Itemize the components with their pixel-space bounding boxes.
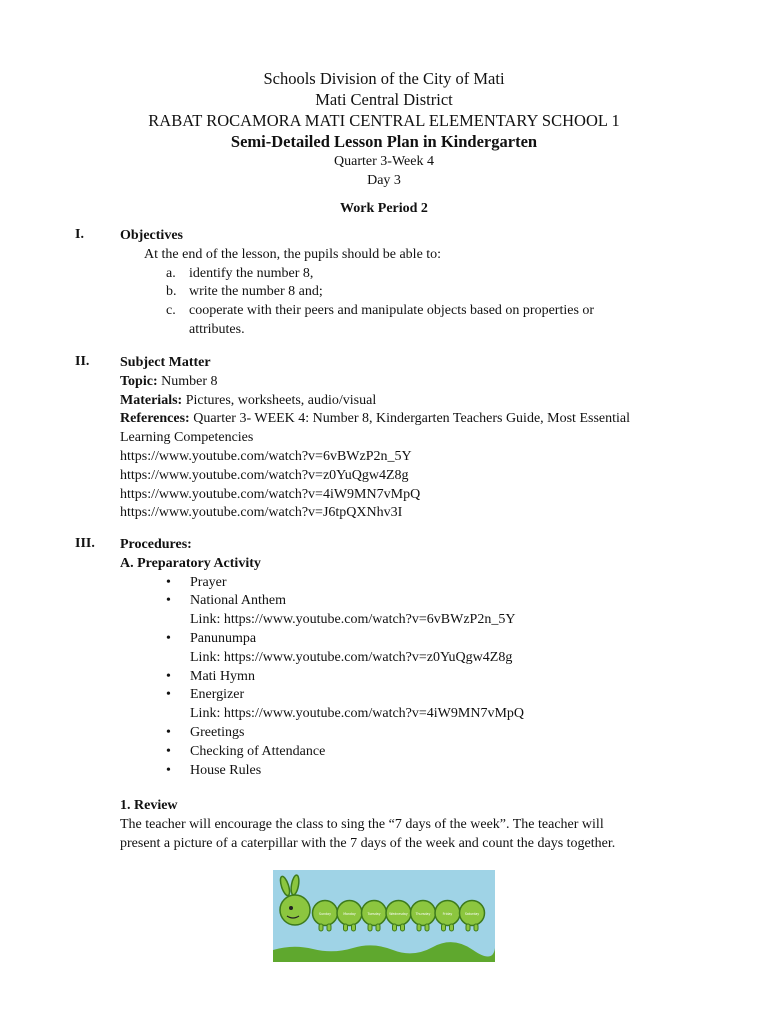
activity-link[interactable] bbox=[166, 649, 720, 668]
objective-item bbox=[120, 302, 720, 321]
procedures-heading: Procedures: bbox=[120, 537, 192, 552]
topic-label: Topic: bbox=[120, 373, 158, 389]
caterpillar-leg bbox=[376, 924, 380, 931]
activity-name: Panunumpa bbox=[190, 630, 257, 646]
activity-link-text[interactable]: Link: https://www.youtube.com/watch?v=6vBWzP2n_5Y bbox=[190, 612, 516, 628]
section-number-procedures: III. bbox=[75, 536, 95, 551]
caterpillar-leg bbox=[466, 924, 470, 931]
caterpillar-leg bbox=[327, 924, 331, 931]
activity-link-text[interactable]: Link: https://www.youtube.com/watch?v=z0YuQgw4Z8g bbox=[190, 649, 513, 665]
activity-name: Prayer bbox=[190, 574, 227, 590]
caterpillar-leg bbox=[352, 924, 356, 931]
objective-letter: b. bbox=[166, 284, 177, 300]
segment-day-label: Thursday bbox=[415, 912, 431, 916]
objective-letter: c. bbox=[166, 303, 176, 319]
caterpillar-leg bbox=[474, 924, 478, 931]
activity-link[interactable] bbox=[166, 611, 720, 630]
school-name: RABAT ROCAMORA MATI CENTRAL ELEMENTARY SCHOOL 1 bbox=[148, 111, 620, 130]
subject-matter-section bbox=[120, 354, 720, 523]
bullet-icon: • bbox=[166, 668, 171, 684]
activity-name: National Anthem bbox=[190, 593, 287, 609]
objective-text: write the number 8 and; bbox=[189, 284, 323, 300]
review-text-line1: The teacher will encourage the class to sing the “7 days of the week”. The teacher will bbox=[120, 817, 604, 833]
segment-day-label: Saturday bbox=[464, 912, 480, 916]
preparatory-activity-item bbox=[166, 724, 720, 743]
segment-day-label: Friday bbox=[442, 912, 453, 916]
caterpillar-days-image bbox=[273, 870, 495, 962]
objective-text: attributes. bbox=[189, 321, 245, 337]
bullet-icon: • bbox=[166, 687, 171, 703]
preparatory-activity-item bbox=[166, 574, 720, 593]
objectives-intro: At the end of the lesson, the pupils should be able to: bbox=[144, 246, 442, 262]
preparatory-activity-list bbox=[120, 574, 720, 781]
materials-label: Materials: bbox=[120, 392, 183, 408]
activity-name: Greetings bbox=[190, 724, 245, 740]
bullet-icon: • bbox=[166, 593, 171, 609]
day-label: Day 3 bbox=[367, 173, 401, 188]
section-number-objectives: I. bbox=[75, 227, 84, 242]
objective-letter: a. bbox=[166, 265, 176, 281]
reference-link[interactable]: https://www.youtube.com/watch?v=4iW9MN7vMpQ bbox=[120, 486, 421, 502]
caterpillar-leg bbox=[425, 924, 429, 931]
caterpillar-head bbox=[280, 895, 310, 925]
materials-value: Pictures, worksheets, audio/visual bbox=[185, 392, 377, 408]
reference-links bbox=[120, 448, 720, 523]
references-label: References: bbox=[120, 411, 190, 427]
work-period: Work Period 2 bbox=[340, 201, 428, 216]
document-header bbox=[0, 68, 768, 217]
segment-day-label: Sunday bbox=[319, 912, 331, 916]
topic-line bbox=[120, 373, 720, 392]
quarter-week: Quarter 3-Week 4 bbox=[334, 154, 434, 169]
section-number-subject: II. bbox=[75, 354, 90, 369]
references-continued: Learning Competencies bbox=[120, 430, 254, 446]
caterpillar-leg bbox=[401, 924, 405, 931]
segment-day-label: Monday bbox=[343, 912, 356, 916]
reference-link[interactable]: https://www.youtube.com/watch?v=z0YuQgw4Z8g bbox=[120, 467, 409, 483]
activity-name: House Rules bbox=[190, 762, 262, 778]
review-text-line2: present a picture of a caterpillar with the 7 days of the week and count the days together. bbox=[120, 835, 616, 851]
caterpillar-leg bbox=[368, 924, 372, 931]
activity-link[interactable] bbox=[166, 705, 720, 724]
bullet-icon: • bbox=[166, 724, 171, 740]
caterpillar-leg bbox=[417, 924, 421, 931]
division-line: Schools Division of the City of Mati bbox=[263, 69, 505, 88]
bullet-icon: • bbox=[166, 630, 171, 646]
objective-text: cooperate with their peers and manipulate objects based on properties or bbox=[189, 303, 595, 319]
objective-item bbox=[120, 321, 720, 340]
preparatory-activity-item bbox=[166, 686, 720, 705]
references-value: Quarter 3- WEEK 4: Number 8, Kindergarten Teachers Guide, Most Essential bbox=[193, 411, 630, 427]
preparatory-activity-item bbox=[166, 630, 720, 649]
preparatory-activity-item bbox=[166, 668, 720, 687]
activity-name: Checking of Attendance bbox=[190, 743, 326, 759]
objective-text: identify the number 8, bbox=[189, 265, 314, 281]
objectives-list bbox=[120, 265, 720, 340]
references-line bbox=[120, 410, 720, 429]
caterpillar-eye bbox=[289, 906, 293, 910]
objective-item bbox=[120, 265, 720, 284]
objectives-heading: Objectives bbox=[120, 228, 183, 243]
reference-link[interactable]: https://www.youtube.com/watch?v=J6tpQXNhv3I bbox=[120, 505, 403, 521]
activity-name: Mati Hymn bbox=[190, 668, 255, 684]
preparatory-activity-heading: A. Preparatory Activity bbox=[120, 555, 261, 571]
caterpillar-leg bbox=[442, 924, 446, 931]
topic-value: Number 8 bbox=[161, 373, 218, 389]
reference-link[interactable]: https://www.youtube.com/watch?v=6vBWzP2n_5Y bbox=[120, 448, 412, 464]
caterpillar-leg bbox=[393, 924, 397, 931]
activity-name: Energizer bbox=[190, 687, 245, 703]
bullet-icon: • bbox=[166, 574, 171, 590]
preparatory-activity-item bbox=[166, 592, 720, 611]
segment-day-label: Wednesday bbox=[389, 912, 408, 916]
review-heading: 1. Review bbox=[120, 798, 178, 814]
preparatory-activity-item bbox=[166, 762, 720, 781]
document-title: Semi-Detailed Lesson Plan in Kindergarten bbox=[230, 132, 538, 151]
objectives-section bbox=[120, 227, 720, 340]
segment-day-label: Tuesday bbox=[367, 912, 381, 916]
preparatory-activity-item bbox=[166, 743, 720, 762]
procedures-section bbox=[120, 536, 720, 854]
activity-link-text[interactable]: Link: https://www.youtube.com/watch?v=4iW9MN7vMpQ bbox=[190, 706, 525, 722]
subject-matter-heading: Subject Matter bbox=[120, 355, 211, 370]
caterpillar-leg bbox=[344, 924, 348, 931]
objective-item bbox=[120, 283, 720, 302]
bullet-icon: • bbox=[166, 743, 171, 759]
district-line: Mati Central District bbox=[315, 90, 453, 109]
caterpillar-leg bbox=[319, 924, 323, 931]
caterpillar-leg bbox=[450, 924, 454, 931]
materials-line bbox=[120, 392, 720, 411]
bullet-icon: • bbox=[166, 762, 171, 778]
